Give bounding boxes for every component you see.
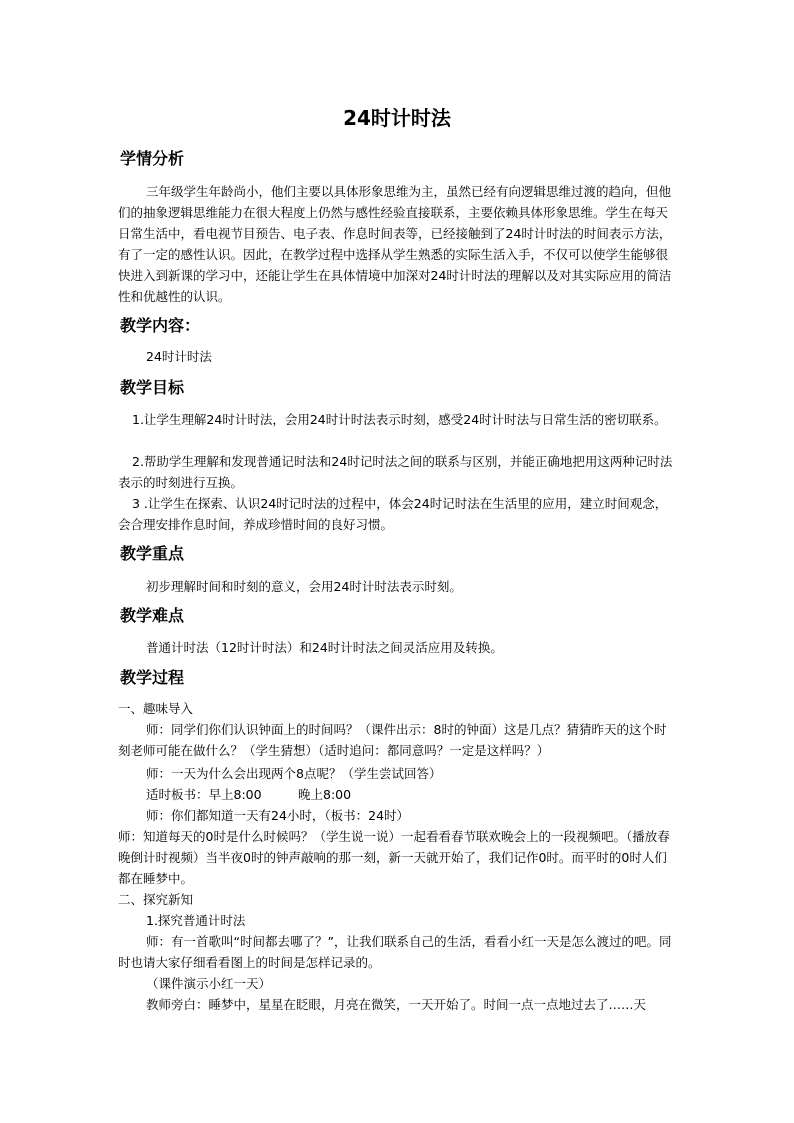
heading-difficulty: 教学难点 — [120, 606, 185, 625]
heading-goals: 教学目标 — [120, 378, 185, 397]
analysis-paragraph: 三年级学生年龄尚小，他们主要以具体形象思维为主，虽然已经有向逻辑思维过渡的趋向，但他们的抽象逻辑思维能力在很大程度上仍然与感性经验直接联系，主要依赖具体形象思维。学生在每天日常生活中，看电视节目预告、电子表、作息时间表等，已经接触到了24时计时法的时间表示方法，有了一定的感性认识。因此，在教学过程中选择从学生熟悉的实际生活入手，不仅可以使学生能够很快进入到新课的学习中，还能让学生在具体情境中加深对24时计时法的理解以及对其实际应用的简洁性和优越性的认识。 — [118, 184, 672, 304]
heading-analysis: 学情分析 — [120, 149, 185, 168]
process-paragraph-4: 师：知道每天的0时是什么时候吗？（学生说一说）一起看看春节联欢晚会上的一段视频吧。（播放春晚倒计时视频）当半夜0时的钟声敲响的那一刻，新一天就开始了，我们记作0时。而平时的0时人们都在睡梦中。 — [118, 829, 670, 886]
process-paragraph-2: 师：一天为什么会出现两个8点呢？（学生尝试回答） — [146, 766, 442, 781]
board-morning: 适时板书：早上8:00 — [146, 787, 262, 802]
heading-key: 教学重点 — [120, 544, 185, 563]
content-paragraph: 24时计时法 — [146, 349, 212, 364]
process-paragraph-5: 师：有一首歌叫“时间都去哪了？”，让我们联系自己的生活，看看小红一天是怎么渡过的吧。同时也请大家仔细看看图上的时间是怎样记录的。 — [118, 934, 672, 970]
heading-process: 教学过程 — [120, 668, 185, 687]
process-paragraph-1: 师：同学们你们认识钟面上的时间吗？（课件出示：8时的钟面）这是几点？猜猜昨天的这个时刻老师可能在做什么？（学生猜想）（适时追问：都同意吗？一定是这样吗？） — [118, 722, 667, 758]
process-part1-title: 一、趣味导入 — [118, 701, 194, 716]
goal-item-3: 3 .让学生在探索、认识24时记时法的过程中，体会24时记时法在生活里的应用，建立时间观念，会合理安排作息时间，养成珍惜时间的良好习惯。 — [118, 496, 668, 532]
document-title: 24时计时法 — [343, 106, 451, 130]
process-sub1: 1.探究普通计时法 — [146, 913, 246, 928]
process-paragraph-7: 教师旁白：睡梦中，星星在眨眼，月亮在微笑，一天开始了。时间一点一点地过去了……天 — [146, 997, 647, 1012]
process-paragraph-6: （课件演示小红一天） — [146, 976, 272, 991]
process-paragraph-3: 师：你们都知道一天有24小时，（板书：24时） — [146, 808, 410, 823]
heading-content: 教学内容： — [120, 316, 201, 335]
board-evening: 晚上8:00 — [298, 787, 352, 802]
key-paragraph: 初步理解时间和时刻的意义，会用24时计时法表示时刻。 — [146, 579, 462, 594]
difficulty-paragraph: 普通计时法（12时计时法）和24时计时法之间灵活应用及转换。 — [146, 640, 503, 655]
goal-item-1: 1.让学生理解24时计时法，会用24时计时法表示时刻，感受24时计时法与日常生活的密切联系。 — [132, 412, 667, 427]
process-part2-title: 二、探究新知 — [118, 892, 194, 907]
goal-item-2: 2.帮助学生理解和发现普通记时法和24时记时法之间的联系与区别，并能正确地把用这两种记时法表示的时刻进行互换。 — [118, 454, 673, 490]
